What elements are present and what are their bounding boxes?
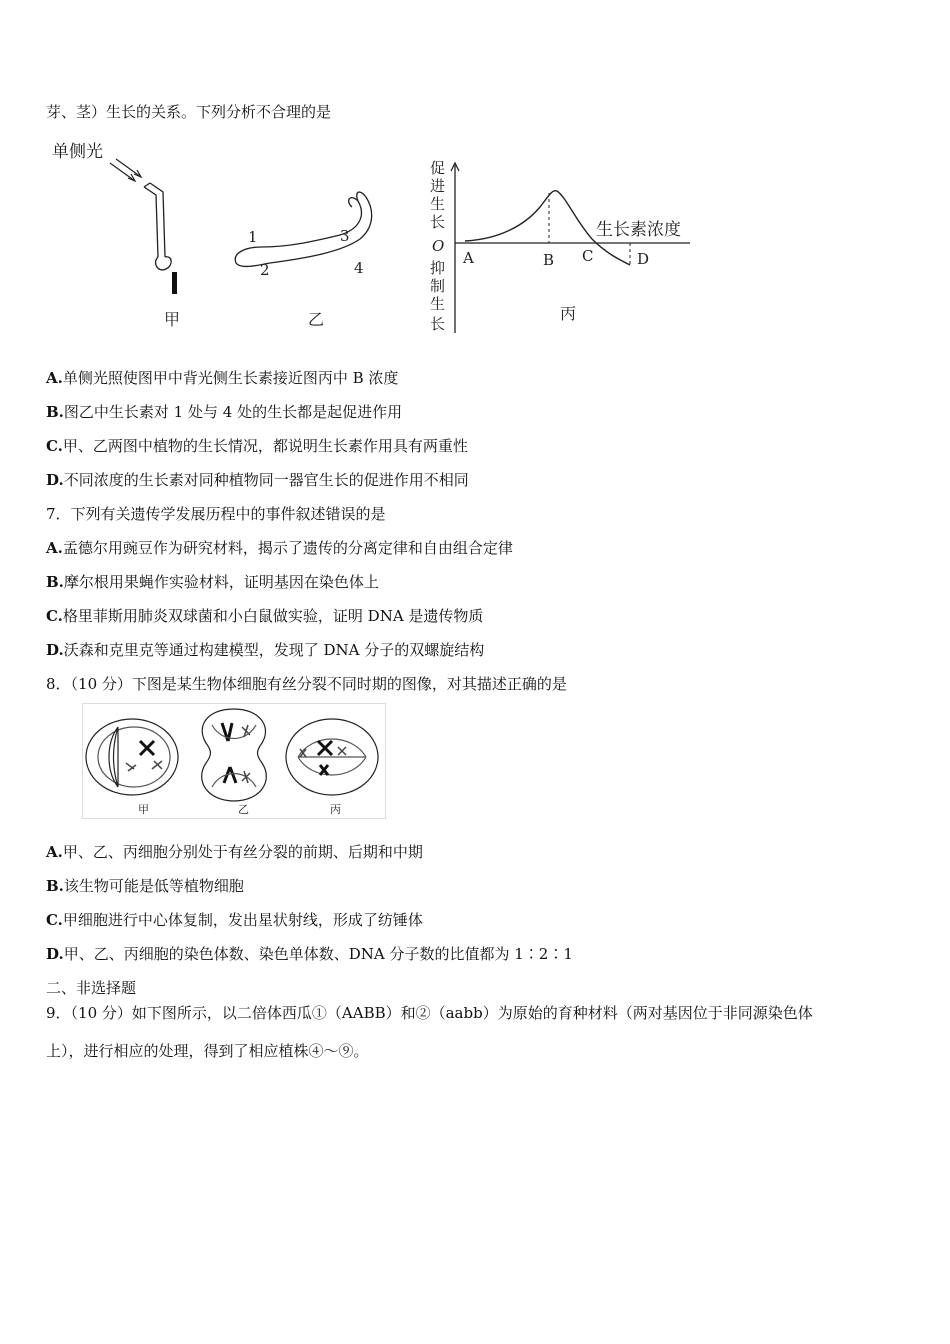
q7-option-c: C.格里菲斯用肺炎双球菌和小白鼠做实验，证明 DNA 是遗传物质 [46,607,484,625]
q9-line2: 上），进行相应的处理，得到了相应植株④～⑨。 [46,1042,369,1060]
q8-stem: 8．（10 分）下图是某生物体细胞有丝分裂不同时期的图像，对其描述正确的是 [46,675,567,693]
q9-line1: 9．（10 分）如下图所示，以二倍体西瓜①（AABB）和②（aabb）为原始的育种材料（两对基因位于非同源染色体 [46,1004,813,1022]
cell-yi [202,709,267,801]
q7-stem: 7．下列有关遗传学发展历程中的事件叙述错误的是 [46,505,386,523]
cell-jia [86,719,178,795]
yi-label-4: 4 [354,259,364,277]
mitosis-caption-yi: 乙 [238,803,249,816]
point-b: B [543,251,555,269]
q6-option-b: B.图乙中生长素对 1 处与 4 处的生长都是起促进作用 [46,403,403,421]
mitosis-caption-jia: 甲 [138,803,149,816]
q7-option-b: B.摩尔根用果蝇作实验材料，证明基因在染色体上 [46,573,379,591]
y-axis-bottom-2: 制 [430,277,446,295]
q8-option-b: B.该生物可能是低等植物细胞 [46,877,244,895]
yi-label-2: 2 [260,261,270,279]
light-arrows-icon [110,159,141,181]
q6-option-d: D.不同浓度的生长素对同种植物同一器官生长的促进作用不相同 [46,471,469,489]
bent-seedling [144,183,171,270]
y-axis-top-3: 生 [430,195,446,213]
intro-line: 芽、茎）生长的关系。下列分析不合理的是 [46,103,332,121]
cell-bing [286,719,378,795]
y-axis-bottom-3: 生 [430,295,446,313]
y-axis-top-4: 长 [430,213,446,231]
y-axis-top-1: 促 [430,159,446,177]
section2-title: 二、非选择题 [46,979,137,997]
auxin-figure [40,135,720,340]
point-a: A [463,249,474,267]
y-axis-bottom-4: 长 [430,315,446,333]
q8-option-a: A.甲、乙、丙细胞分别处于有丝分裂的前期、后期和中期 [46,843,423,861]
mitosis-caption-bing: 丙 [330,803,341,816]
q8-option-c: C.甲细胞进行中心体复制，发出星状射线，形成了纺锤体 [46,911,423,929]
y-axis-top-2: 进 [430,177,446,195]
q7-option-a: A.孟德尔用豌豆作为研究材料，揭示了遗传的分离定律和自由组合定律 [46,539,513,557]
q6-option-a: A.单侧光照使图甲中背光侧生长素接近图丙中 B 浓度 [46,369,399,387]
q7-option-d: D.沃森和克里克等通过构建模型，发现了 DNA 分子的双螺旋结构 [46,641,485,659]
caption-jia: 甲 [164,310,181,329]
point-d: D [637,250,650,268]
seedling-base [172,272,177,294]
y-axis-bottom-1: 抑 [430,259,446,277]
y-axis-origin: O [432,237,445,255]
mitosis-figure [82,703,386,819]
x-axis-label: 生长素浓度 [596,220,681,240]
caption-bing: 丙 [560,304,577,323]
point-c: C [582,247,594,265]
yi-label-1: 1 [248,228,258,246]
q8-option-d: D.甲、乙、丙细胞的染色体数、染色单体数、DNA 分子数的比值都为 1∶2∶1 [46,945,573,963]
yi-label-3: 3 [340,227,350,245]
caption-yi: 乙 [308,310,325,329]
q6-option-c: C.甲、乙两图中植物的生长情况，都说明生长素作用具有两重性 [46,437,468,455]
light-label: 单侧光 [52,142,103,162]
